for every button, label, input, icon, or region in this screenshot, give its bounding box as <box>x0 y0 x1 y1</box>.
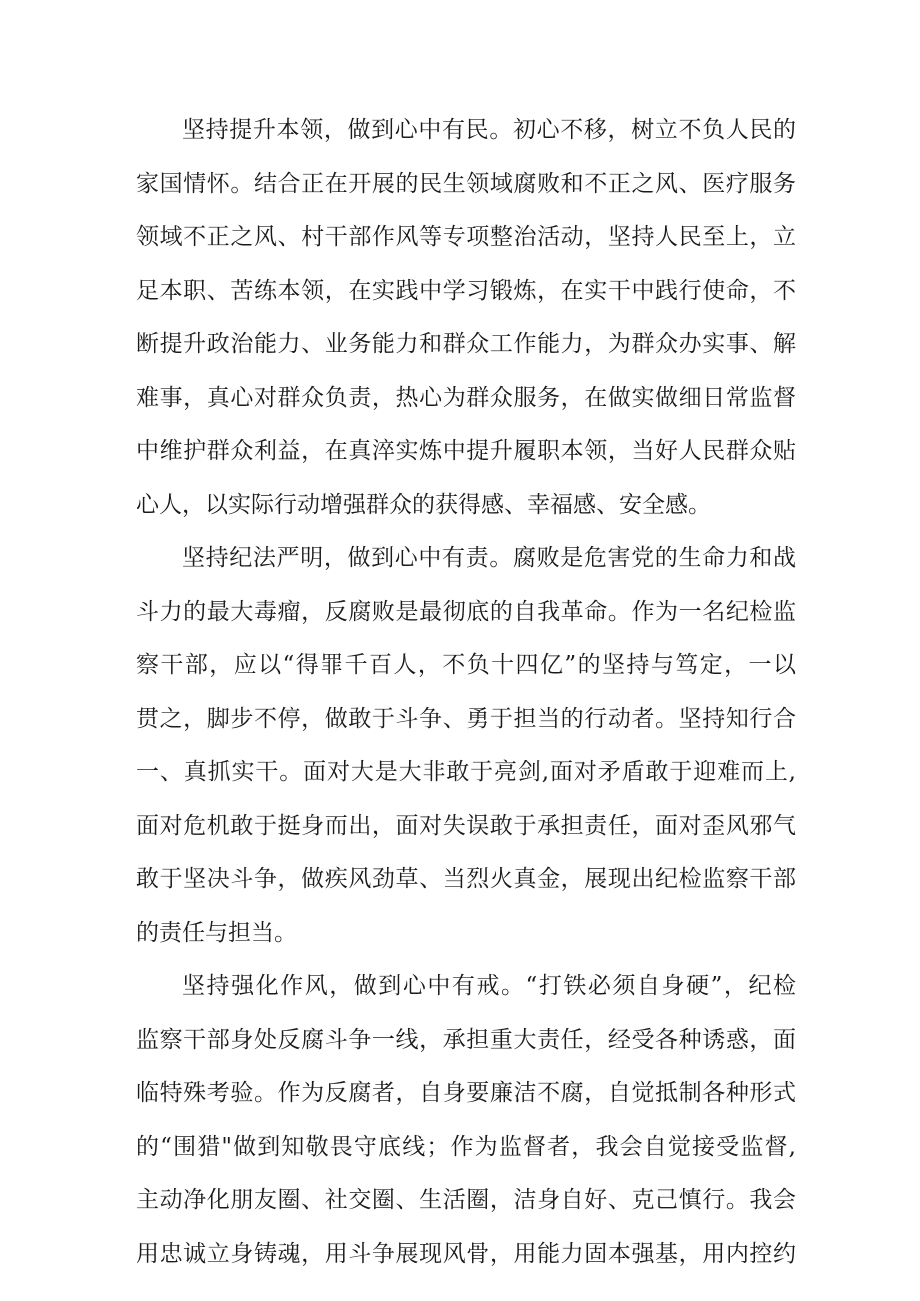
paragraph-1-line-5: 断提升政治能力、业务能力和群众工作能力，为群众办实事、解 <box>136 331 796 357</box>
paragraph-1-line-7: 中维护群众利益，在真淬实炼中提升履职本领，当好人民群众贴 <box>136 438 796 464</box>
paragraph-2-line-2: 斗力的最大毒瘤，反腐败是最彻底的自我革命。作为一名纪检监 <box>136 598 796 625</box>
paragraph-2-line-5: 一、真抓实干。面对大是大非敢于亮剑,面对矛盾敢于迎难而上, <box>136 759 796 785</box>
paragraph-1-line-3: 领域不正之风、村干部作风等专项整治活动，坚持人民至上，立 <box>136 224 796 250</box>
document-body <box>136 104 796 1281</box>
paragraph-3-line-5: 主动净化朋友圈、社交圈、生活圈，洁身自好、克己慎行。我会 <box>136 1187 796 1213</box>
paragraph-2-line-8: 的责任与担当。 <box>136 919 297 946</box>
paragraph-1-line-2: 家国情怀。结合正在开展的民生领域腐败和不正之风、医疗服务 <box>136 170 796 197</box>
paragraph-2-line-6: 面对危机敢于挺身而出，面对失误敢于承担责任，面对歪风邪气 <box>136 812 796 839</box>
paragraph-2-line-1: 坚持纪法严明，做到心中有责。腐败是危害党的生命力和战 <box>182 545 796 571</box>
paragraph-1-line-4: 足本职、苦练本领，在实践中学习锻炼，在实干中践行使命，不 <box>136 277 796 304</box>
paragraph-3-line-2: 监察干部身处反腐斗争一线，承担重大责任，经受各种诱惑，面 <box>136 1026 796 1053</box>
paragraph-1-line-6: 难事，真心对群众负责，热心为群众服务，在做实做细日常监督 <box>136 384 796 411</box>
paragraph-1-line-1: 坚持提升本领，做到心中有民。初心不移，树立不负人民的 <box>182 117 796 143</box>
paragraph-1-line-8: 心人，以实际行动增强群众的获得感、幸福感、安全感。 <box>136 491 711 518</box>
paragraph-3-line-3: 临特殊考验。作为反腐者，自身要廉洁不腐，自觉抵制各种形式 <box>136 1080 796 1106</box>
paragraph-3-line-4: 的“围猎"做到知敬畏守底线；作为监督者，我会自觉接受监督, <box>136 1133 796 1160</box>
paragraph-2-line-7: 敢于坚决斗争，做疾风劲草、当烈火真金，展现出纪检监察干部 <box>136 866 796 892</box>
paragraph-2-line-3: 察干部，应以“得罪千百人，不负十四亿”的坚持与笃定，一以 <box>136 652 796 678</box>
paragraph-3-line-1: 坚持强化作风，做到心中有戒。“打铁必须自身硬”，纪检 <box>182 973 796 999</box>
paragraph-2-line-4: 贯之，脚步不停，做敢于斗争、勇于担当的行动者。坚持知行合 <box>136 705 796 732</box>
paragraph-3-line-6: 用忠诚立身铸魂，用斗争展现风骨，用能力固本强基，用内控约 <box>136 1240 796 1267</box>
